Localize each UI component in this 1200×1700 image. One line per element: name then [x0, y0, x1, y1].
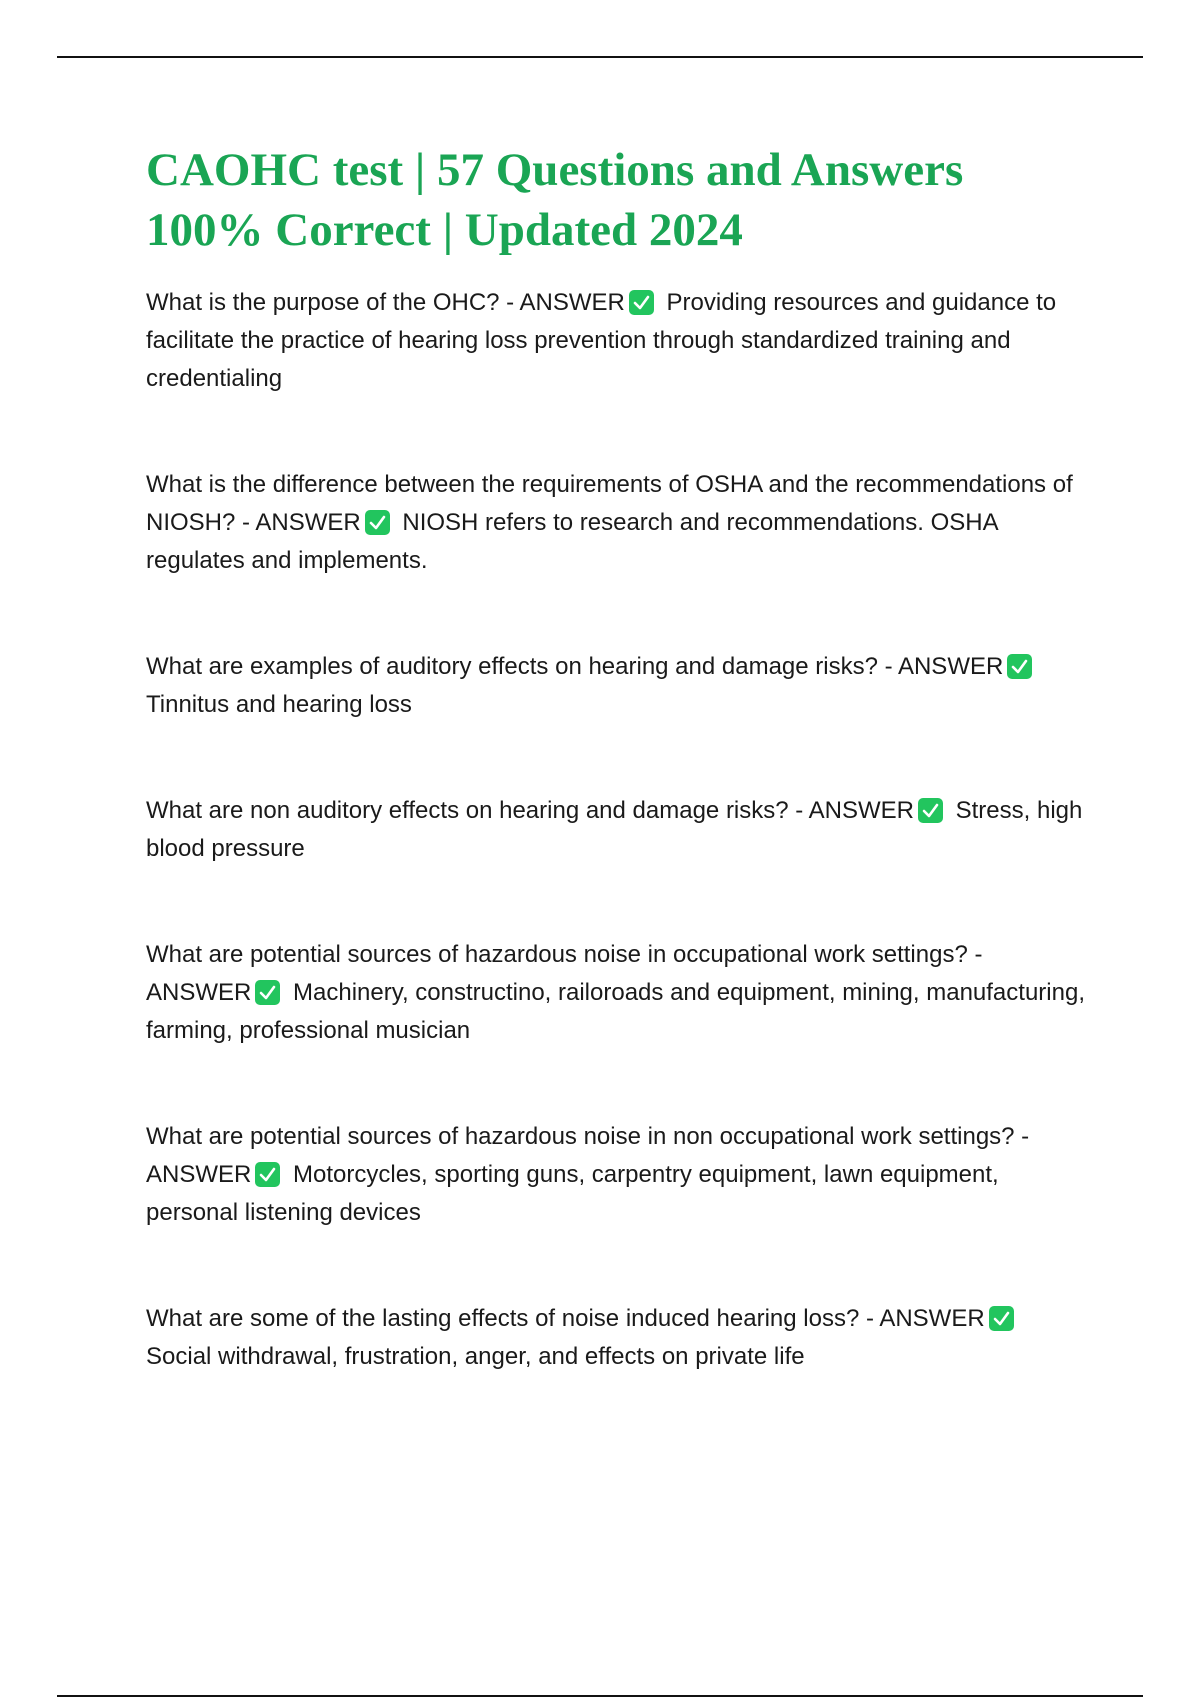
qa-item: [146, 1300, 1086, 1376]
question-text: What are examples of auditory effects on hearing and damage risks? - ANSWER: [146, 653, 1004, 680]
question-text: What is the purpose of the OHC? - ANSWER: [146, 289, 625, 316]
checkmark-box-icon: [255, 1162, 280, 1187]
checkmark-box-icon: [255, 980, 280, 1005]
answer-text: Tinnitus and hearing loss: [146, 691, 412, 718]
checkmark-box-icon: [1007, 654, 1032, 679]
answer-text: Providing resources and guidance to facilitate the practice of hearing loss prevention through standardized training and credentialing: [146, 289, 1057, 392]
question-text: What are some of the lasting effects of noise induced hearing loss? - ANSWER: [146, 1305, 985, 1332]
answer-text: Motorcycles, sporting guns, carpentry equipment, lawn equipment, personal listening devices: [146, 1161, 999, 1226]
checkmark-box-icon: [989, 1306, 1014, 1331]
document-body: [146, 140, 1086, 1376]
answer-text: Machinery, constructino, railoroads and equipment, mining, manufacturing, farming, professional musician: [146, 979, 1085, 1044]
answer-text: Stress, high blood pressure: [146, 797, 1083, 862]
top-rule: [57, 56, 1143, 58]
answer-text: NIOSH refers to research and recommendations. OSHA regulates and implements.: [146, 509, 998, 574]
qa-item: [146, 1118, 1086, 1232]
bottom-rule: [57, 1695, 1143, 1697]
checkmark-box-icon: [365, 510, 390, 535]
qa-item: [146, 648, 1086, 724]
question-text: What are potential sources of hazardous noise in non occupational work settings? - ANSWER: [146, 1123, 1030, 1188]
checkmark-box-icon: [918, 798, 943, 823]
qa-item: [146, 284, 1086, 398]
question-text: What are non auditory effects on hearing and damage risks? - ANSWER: [146, 797, 914, 824]
question-text: What is the difference between the requirements of OSHA and the recommendations of NIOSH? - ANSWER: [146, 471, 1073, 536]
question-text: What are potential sources of hazardous noise in occupational work settings? - ANSWER: [146, 941, 983, 1006]
document-title: CAOHC test | 57 Questions and Answers 100% Correct | Updated 2024: [146, 144, 964, 256]
qa-item: [146, 936, 1086, 1050]
qa-item: [146, 466, 1086, 580]
answer-text: Social withdrawal, frustration, anger, and effects on private life: [146, 1343, 805, 1370]
checkmark-box-icon: [629, 290, 654, 315]
qa-item: [146, 792, 1086, 868]
